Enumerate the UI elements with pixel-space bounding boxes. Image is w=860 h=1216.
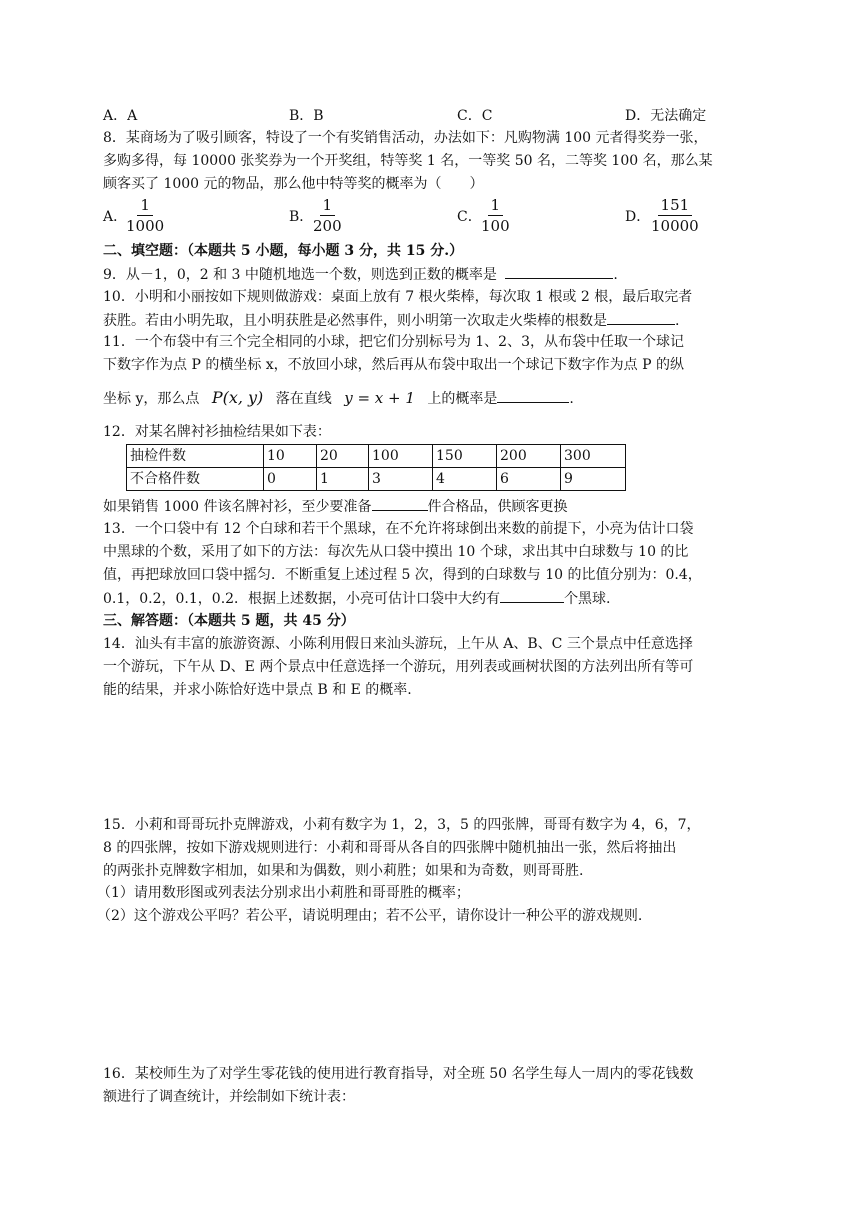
q11-text-b: 落在直线 [275, 391, 332, 407]
fraction-denominator: 1000 [126, 217, 165, 235]
q15-line-3: 的两张扑克牌数字相加，如果和为偶数，则小莉胜；如果和为奇数，则哥哥胜. [103, 863, 584, 879]
q8-option-c-fraction [481, 196, 510, 235]
q16-line-1: 16．某校师生为了对学生零花钱的使用进行教育指导，对全班 50 名学生每人一周内的零花钱数 [103, 1066, 694, 1082]
table-cell: 0 [264, 468, 317, 491]
q11-text-c: 上的概率是 [427, 391, 498, 407]
q13-line-3: 值，再把球放回口袋中摇匀．不断重复上述过程 5 次，得到的白球数与 10 的比值分别为：0.4， [103, 567, 702, 583]
table-cell: 4 [433, 468, 497, 491]
q9-text [103, 264, 618, 285]
fraction-numerator: 1 [320, 196, 336, 216]
q8-line-2: 多购多得，每 10000 张奖券为一个开奖组，特等奖 1 名，一等奖 50 名，二等奖 100 名，那么某 [103, 153, 713, 169]
fraction-denominator: 10000 [651, 217, 699, 235]
table-row [127, 468, 626, 491]
q13-line-1: 13．一个口袋中有 12 个白球和若干个黑球，在不允许将球倒出来数的前提下，小亮为估计口袋 [103, 521, 694, 537]
q14-line-2: 一个游玩，下午从 D、E 两个景点中任意选择一个游玩，用列表或画树状图的方法列出所有等可 [103, 659, 694, 675]
q11-line-1: 11．一个布袋中有三个完全相同的小球，把它们分别标号为 1、2、3，从布袋中任取一个球记 [103, 334, 684, 350]
q15-line-2: 8 的四张牌，按如下游戏规则进行：小莉和哥哥从各自的四张牌中随机抽出一张，然后将抽出 [103, 840, 677, 856]
q9-end: . [613, 267, 618, 283]
table-cell: 100 [369, 445, 433, 468]
q9-question: 9．从－1，0，2 和 3 中随机地选一个数，则选到正数的概率是 [103, 267, 497, 283]
table-cell: 300 [561, 445, 626, 468]
q12-intro: 12．对某名牌衬衫抽检结果如下表： [103, 424, 331, 440]
q15-part-2: （2）这个游戏公平吗？若公平，请说明理由；若不公平，请你设计一种公平的游戏规则. [97, 908, 643, 924]
table-cell: 9 [561, 468, 626, 491]
q9-answer-blank[interactable] [505, 264, 613, 279]
q11-line-2: 下数字作为点 P 的横坐标 x，不放回小球，然后再从布袋中取出一个球记下数字作为点 P 的纵 [103, 357, 684, 373]
q13-text-b: 个黑球. [564, 591, 611, 607]
q7-option-a: A．A [103, 108, 138, 124]
q8-option-c-label: C． [457, 209, 482, 225]
fraction-denominator: 100 [481, 217, 510, 235]
q8-option-d-fraction [651, 196, 699, 235]
section-3-title: 三、解答题：（本题共 5 题，共 45 分） [103, 613, 355, 629]
q12-after [103, 496, 568, 517]
q11-answer-blank[interactable] [497, 388, 569, 403]
fraction-numerator: 151 [658, 196, 693, 216]
q8-line-1: 8．某商场为了吸引顾客，特设了一个有奖销售活动，办法如下：凡购物满 100 元者得奖券一张， [103, 130, 708, 146]
q8-line-3: 顾客买了 1000 元的物品，那么他中特等奖的概率为（ ） [103, 176, 484, 192]
q10-line-2 [103, 310, 679, 331]
fraction-numerator: 1 [488, 196, 504, 216]
q12-text-b: 件合格品，供顾客更换 [427, 499, 568, 515]
q7-option-d: D．无法确定 [625, 108, 707, 124]
q8-option-b-fraction [313, 196, 342, 235]
q15-line-1: 15．小莉和哥哥玩扑克牌游戏，小莉有数字为 1，2，3，5 的四张牌，哥哥有数字为 4，6，7， [103, 817, 701, 833]
q14-line-3: 能的结果，并求小陈恰好选中景点 B 和 E 的概率. [103, 682, 412, 698]
q16-line-2: 额进行了调查统计，并绘制如下统计表： [103, 1089, 355, 1105]
q12-answer-blank[interactable] [372, 496, 428, 511]
q10-line-1: 10．小明和小丽按如下规则做游戏：桌面上放有 7 根火柴棒，每次取 1 根或 2 根，最后取完者 [103, 289, 693, 305]
q11-end: . [569, 391, 574, 407]
q7-option-c: C．C [457, 108, 493, 124]
q11-line-3 [103, 388, 574, 409]
q13-line-2: 中黑球的个数，采用了如下的方法：每次先从口袋中摸出 10 个球，求出其中白球数与 10 的比 [103, 544, 689, 560]
table-cell: 200 [497, 445, 561, 468]
q10-answer-blank[interactable] [607, 310, 675, 325]
table-cell: 不合格件数 [127, 468, 264, 491]
fraction-denominator: 200 [313, 217, 342, 235]
inspection-table [126, 444, 626, 491]
table-cell: 3 [369, 468, 433, 491]
q10-question: 获胜。若由小明先取，且小明获胜是必然事件，则小明第一次取走火柴棒的根数是 [103, 313, 607, 329]
table-cell: 6 [497, 468, 561, 491]
section-2-title: 二、填空题：（本题共 5 小题，每小题 3 分，共 15 分.） [103, 243, 464, 259]
q8-option-b-label: B． [289, 209, 314, 225]
q14-line-1: 14．汕头有丰富的旅游资源、小陈利用假日来汕头游玩，上午从 A、B、C 三个景点中任意选择 [103, 636, 693, 652]
q13-text-a: 0.1，0.2，0.1，0.2．根据上述数据，小亮可估计口袋中大约有 [103, 591, 501, 607]
line-equation: y = x + 1 [344, 389, 415, 407]
fraction-numerator: 1 [137, 196, 153, 216]
q13-answer-blank[interactable] [500, 588, 564, 603]
q7-option-b: B．B [289, 108, 324, 124]
point-expression: P(x, y) [211, 388, 264, 407]
q8-option-d-label: D． [625, 209, 651, 225]
q11-text-a: 坐标 y，那么点 [103, 391, 200, 407]
q13-line-4 [103, 588, 611, 609]
q8-option-a-label: A． [103, 209, 128, 225]
table-cell: 1 [317, 468, 369, 491]
q12-text-a: 如果销售 1000 件该名牌衬衫，至少要准备 [103, 499, 372, 515]
table-row [127, 445, 626, 468]
q8-option-a-fraction [126, 196, 164, 235]
table-cell: 20 [317, 445, 369, 468]
q15-part-1: （1）请用数形图或列表法分别求出小莉胜和哥哥胜的概率； [97, 885, 470, 901]
table-cell: 150 [433, 445, 497, 468]
q10-end: . [675, 313, 680, 329]
table-cell: 抽检件数 [127, 445, 264, 468]
table-cell: 10 [264, 445, 317, 468]
